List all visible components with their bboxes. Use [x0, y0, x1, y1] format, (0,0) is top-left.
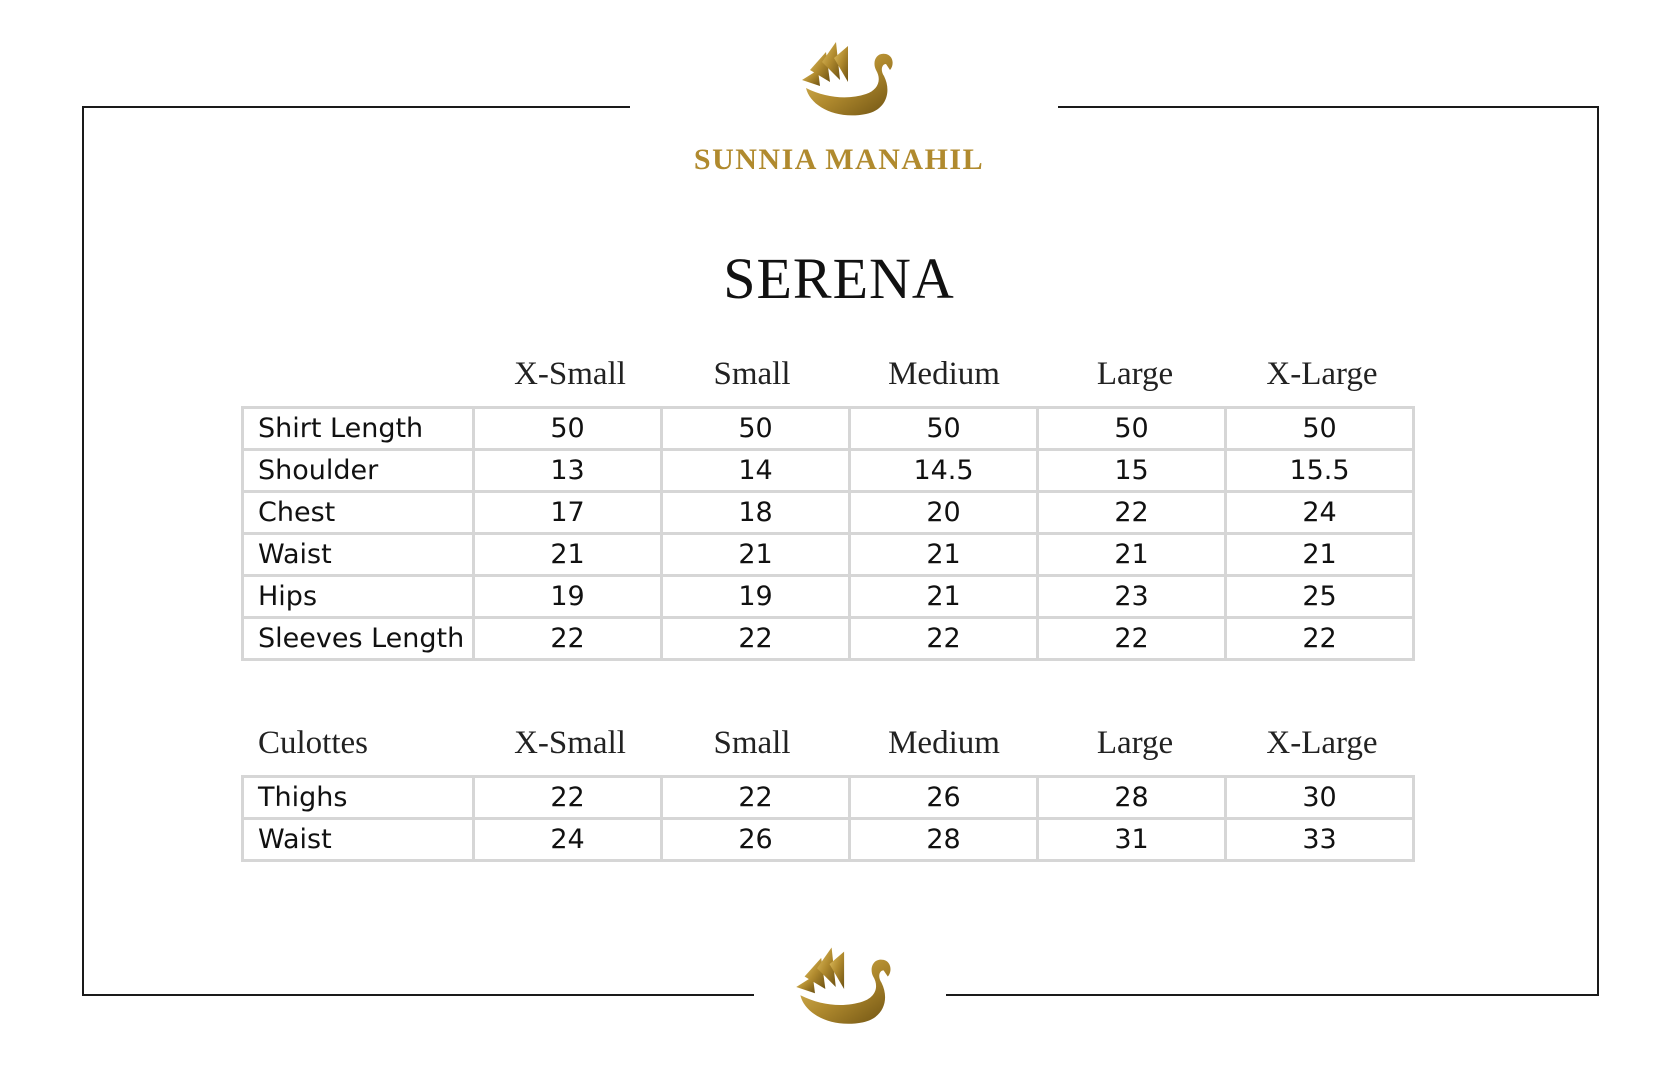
table-row — [243, 492, 1414, 534]
size-xlarge-label: X-Large — [1266, 725, 1378, 761]
table-cell: 50 — [1226, 408, 1414, 450]
table-cell: 31 — [1038, 819, 1226, 861]
table-row — [243, 777, 1414, 819]
table-cell: 15 — [1038, 450, 1226, 492]
table-cell: 22 — [1226, 618, 1414, 660]
frame-top-right — [1058, 106, 1599, 108]
table-cell: 28 — [850, 819, 1038, 861]
table-cell: 30 — [1226, 777, 1414, 819]
size-xlarge-label: X-Large — [1266, 356, 1378, 392]
table-cell: 26 — [850, 777, 1038, 819]
size-small-label: Small — [713, 356, 791, 392]
table-cell: 21 — [1038, 534, 1226, 576]
table-cell: 50 — [1038, 408, 1226, 450]
size-medium-label: Medium — [888, 356, 1000, 392]
row-label: Waist — [243, 819, 474, 861]
culottes-header-label: Culottes — [258, 725, 369, 761]
table-cell: 13 — [474, 450, 662, 492]
table-cell: 22 — [662, 777, 850, 819]
culottes-size-table — [241, 775, 1415, 862]
table-row — [243, 534, 1414, 576]
size-small-label: Small — [713, 725, 791, 761]
table-cell: 50 — [474, 408, 662, 450]
row-label: Thighs — [243, 777, 474, 819]
table-cell: 50 — [662, 408, 850, 450]
swan-logo-icon — [796, 40, 896, 122]
frame-top-left — [82, 106, 630, 108]
table-row — [243, 618, 1414, 660]
table-cell: 24 — [1226, 492, 1414, 534]
size-large-label: Large — [1096, 725, 1174, 761]
table-cell: 22 — [850, 618, 1038, 660]
row-label: Sleeves Length — [243, 618, 474, 660]
table-cell: 22 — [1038, 492, 1226, 534]
row-label: Shirt Length — [243, 408, 474, 450]
table-cell: 21 — [850, 576, 1038, 618]
shirt-size-table — [241, 406, 1415, 661]
table-cell: 17 — [474, 492, 662, 534]
table-cell: 24 — [474, 819, 662, 861]
table-cell: 21 — [474, 534, 662, 576]
row-label: Shoulder — [243, 450, 474, 492]
table-cell: 15.5 — [1226, 450, 1414, 492]
size-xsmall-label: X-Small — [514, 356, 626, 392]
row-label: Chest — [243, 492, 474, 534]
table-cell: 19 — [662, 576, 850, 618]
table-cell: 50 — [850, 408, 1038, 450]
table-cell: 14 — [662, 450, 850, 492]
table-cell: 33 — [1226, 819, 1414, 861]
shirt-size-header — [0, 356, 1678, 396]
size-xsmall-label: X-Small — [514, 725, 626, 761]
frame-bottom-left — [82, 994, 754, 996]
table-cell: 19 — [474, 576, 662, 618]
table-cell: 21 — [662, 534, 850, 576]
table-cell: 28 — [1038, 777, 1226, 819]
table-cell: 21 — [850, 534, 1038, 576]
table-cell: 21 — [1226, 534, 1414, 576]
table-row — [243, 450, 1414, 492]
table-cell: 22 — [474, 618, 662, 660]
culottes-size-header — [0, 725, 1678, 765]
frame-left — [82, 106, 84, 996]
row-label: Hips — [243, 576, 474, 618]
table-cell: 22 — [1038, 618, 1226, 660]
table-cell: 20 — [850, 492, 1038, 534]
table-cell: 22 — [474, 777, 662, 819]
table-cell: 25 — [1226, 576, 1414, 618]
size-large-label: Large — [1096, 356, 1174, 392]
row-label: Waist — [243, 534, 474, 576]
table-cell: 18 — [662, 492, 850, 534]
frame-bottom-right — [946, 994, 1599, 996]
table-row — [243, 819, 1414, 861]
table-cell: 14.5 — [850, 450, 1038, 492]
page-title: SERENA — [723, 246, 955, 311]
brand-name: SUNNIA MANAHIL — [693, 143, 985, 176]
table-row — [243, 576, 1414, 618]
swan-logo-icon — [790, 942, 894, 1034]
table-cell: 22 — [662, 618, 850, 660]
frame-right — [1597, 106, 1599, 996]
table-row — [243, 408, 1414, 450]
table-cell: 26 — [662, 819, 850, 861]
size-medium-label: Medium — [888, 725, 1000, 761]
table-cell: 23 — [1038, 576, 1226, 618]
